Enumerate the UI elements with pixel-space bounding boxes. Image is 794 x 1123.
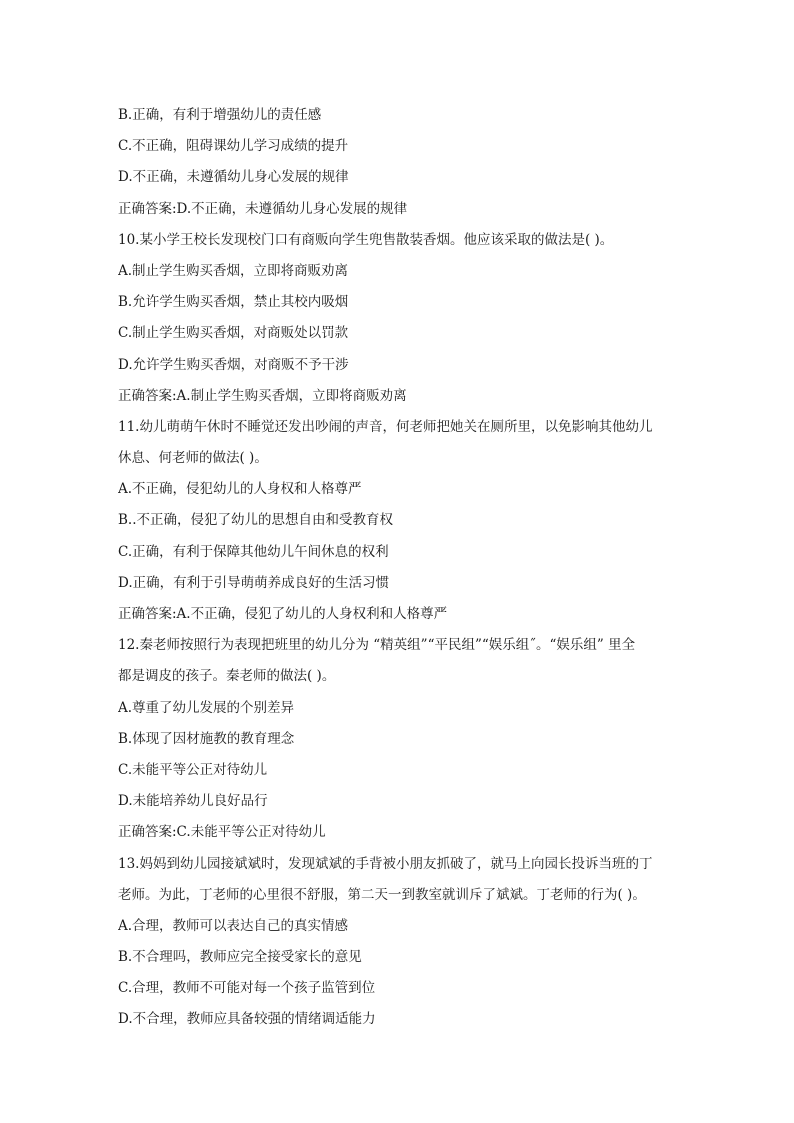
- option-line: B.不合理吗，教师应完全接受家长的意见: [118, 949, 362, 966]
- answer-line: 正确答案:A.不正确，侵犯了幼儿的人身权利和人格尊严: [118, 606, 448, 622]
- question-text: 13.妈妈到幼儿园接斌斌时，发现斌斌的手背被小朋友抓破了，就马上向园长投诉当班的丁: [118, 855, 653, 872]
- option-line: A.合理，教师可以表达自己的真实情感: [118, 917, 349, 934]
- question-text: 10.某小学王校长发现校门口有商贩向学生兜售散装香烟。他应该采取的做法是( )。: [118, 231, 614, 248]
- question-text: 都是调皮的孩子。秦老师的做法( )。: [118, 668, 336, 685]
- option-line: A.制止学生购买香烟，立即将商贩劝离: [118, 262, 349, 279]
- option-line: B.允许学生购买香烟，禁止其校内吸烟: [118, 294, 349, 311]
- option-line: D.不正确，未遵循幼儿身心发展的规律: [118, 169, 349, 186]
- question-text: 老师。为此，丁老师的心里很不舒服，第二天一到教室就训斥了斌斌。丁老师的行为( )。: [118, 886, 646, 903]
- answer-line: 正确答案:C.未能平等公正对待幼儿: [118, 824, 326, 841]
- option-line: B.正确，有利于增强幼儿的责任感: [118, 107, 322, 123]
- question-text: 11.幼儿萌萌午休时不睡觉还发出吵闹的声音，何老师把她关在厕所里，以免影响其他幼儿: [118, 418, 653, 435]
- option-line: B..不正确，侵犯了幼儿的思想自由和受教育权: [118, 512, 394, 529]
- option-line: C.未能平等公正对待幼儿: [118, 761, 268, 778]
- option-line: C.正确，有利于保障其他幼儿午间休息的权利: [118, 543, 389, 560]
- option-line: C.合理，教师不可能对每一个孩子监管到位: [118, 980, 376, 997]
- option-line: C.不正确，阻碍课幼儿学习成绩的提升: [118, 138, 349, 155]
- answer-line: 正确答案:D.不正确，未遵循幼儿身心发展的规律: [118, 200, 408, 217]
- question-text: 12.秦老师按照行为表现把班里的幼儿分为 “精英组”“平民组”“娱乐组˝。“娱乐组” 里全: [118, 637, 636, 654]
- option-line: B.体现了因材施教的教育理念: [118, 730, 295, 747]
- option-line: D.不合理，教师应具备较强的情绪调适能力: [118, 1011, 376, 1028]
- question-text: 休息、何老师的做法( )。: [118, 450, 268, 467]
- answer-line: 正确答案:A.制止学生购买香烟，立即将商贩劝离: [118, 387, 407, 404]
- option-line: D.未能培养幼儿良好品行: [118, 793, 268, 810]
- option-line: D.允许学生购买香烟，对商贩不予干涉: [118, 356, 349, 373]
- option-line: D.正确，有利于引导萌萌养成良好的生活习惯: [118, 574, 390, 591]
- question-list: [118, 100, 688, 1036]
- option-line: C.制止学生购买香烟，对商贩处以罚款: [118, 325, 349, 342]
- option-line: A.尊重了幼儿发展的个别差异: [118, 699, 295, 716]
- option-line: A.不正确，侵犯幼儿的人身权和人格尊严: [118, 481, 362, 498]
